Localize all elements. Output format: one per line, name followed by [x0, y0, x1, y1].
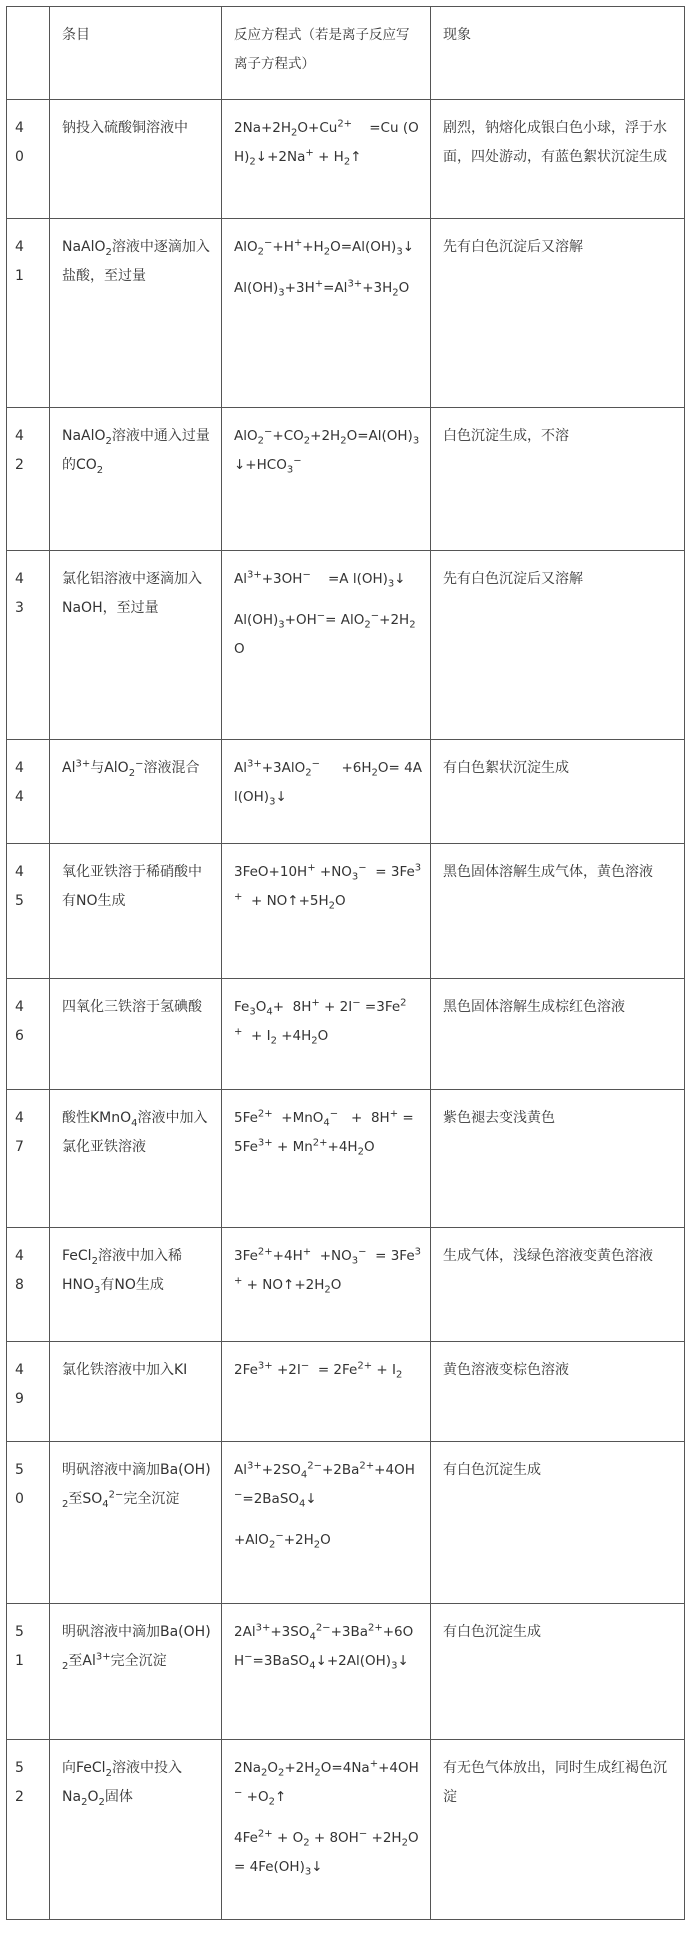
row-equation: $AlO_2^-+CO_2+2H_2O=Al(OH)_3↓+HCO_3^-$: [222, 408, 431, 551]
row-item: 向FeCl$_2$溶液中投入 $Na_2O_2$固体: [50, 1740, 222, 1920]
table-row: [7, 219, 685, 408]
header-row: [7, 7, 685, 100]
row-phenomenon: 有白色沉淀生成: [431, 1442, 685, 1604]
row-equation: $Al^{3+}+3AlO_2^-$ $+6H_2O=$ $4Al(OH)_3↓$: [222, 740, 431, 844]
table-row: [7, 1090, 685, 1228]
table-row: [7, 1740, 685, 1920]
row-number: 46: [7, 979, 50, 1090]
header-item: 条目: [50, 7, 222, 100]
row-equation: $Fe_3O_4+ 8H^+ + 2I^- =3Fe^{2+} + I_2 +4H_2O$: [222, 979, 431, 1090]
row-phenomenon: 剧烈，钠熔化成银白色小球，浮于水面，四处游动，有蓝色絮状沉淀生成: [431, 100, 685, 219]
table-row: [7, 1442, 685, 1604]
table-row: [7, 100, 685, 219]
row-phenomenon: 生成气体，浅绿色溶液变黄色溶液: [431, 1228, 685, 1342]
row-item: 氧化亚铁溶于稀硝酸中 有NO生成: [50, 844, 222, 979]
row-phenomenon: 黑色固体溶解生成棕红色溶液: [431, 979, 685, 1090]
row-number: 40: [7, 100, 50, 219]
row-phenomenon: 先有白色沉淀后又溶解: [431, 551, 685, 740]
row-equation: $5Fe^{2+} +MnO_4^- + 8H^+ = 5Fe^{3+} + Mn^{2+}+4H_2O$: [222, 1090, 431, 1228]
row-item: 酸性KMnO$_4$溶液中加入 氯化亚铁溶液: [50, 1090, 222, 1228]
row-number: 52: [7, 1740, 50, 1920]
header-equation: 反应方程式（若是离子反应写离子方程式）: [222, 7, 431, 100]
table-row: [7, 1228, 685, 1342]
row-phenomenon: 白色沉淀生成，不溶: [431, 408, 685, 551]
row-item: 氯化铁溶液中加入KI: [50, 1342, 222, 1442]
row-item: 氯化铝溶液中逐滴加入 NaOH，至过量: [50, 551, 222, 740]
table-row: [7, 740, 685, 844]
row-number: 45: [7, 844, 50, 979]
row-number: 51: [7, 1604, 50, 1740]
row-item: FeCl$_2$溶液中加入稀 $HNO_3$有NO生成: [50, 1228, 222, 1342]
reaction-table: [6, 6, 685, 1920]
row-item: 四氧化三铁溶于氢碘酸: [50, 979, 222, 1090]
row-equation: $3Fe^{2+}+4H^+ +NO_3^- = 3Fe^{3+}$ + $NO↑+2H_2O$: [222, 1228, 431, 1342]
table-row: [7, 1342, 685, 1442]
row-equation: $AlO_2^-+H^++H_2O=Al(OH)_3↓$ $Al(OH)_3+3H^+=Al^{3+}+3H_2O$: [222, 219, 431, 408]
row-item: 明矾溶液中滴加$Ba(OH)_2$至$SO_4^{2-}$完全沉淀: [50, 1442, 222, 1604]
row-equation: $3FeO+10H^+ +NO_3^- = 3Fe^{3+}$ + $NO↑+5H_2O$: [222, 844, 431, 979]
header-num: [7, 7, 50, 100]
row-equation: $2Al^{3+}+3SO_4^{2-}+3Ba^{2+}+6OH^-=3BaSO_4↓+2Al(OH)_3↓$: [222, 1604, 431, 1740]
row-phenomenon: 黄色溶液变棕色溶液: [431, 1342, 685, 1442]
row-number: 43: [7, 551, 50, 740]
table-row: [7, 979, 685, 1090]
row-number: 48: [7, 1228, 50, 1342]
row-item: 钠投入硫酸铜溶液中: [50, 100, 222, 219]
row-number: 44: [7, 740, 50, 844]
row-item: NaAlO$_2$溶液中通入过量 的$CO_2$: [50, 408, 222, 551]
row-phenomenon: 有白色沉淀生成: [431, 1604, 685, 1740]
row-phenomenon: 黑色固体溶解生成气体，黄色溶液: [431, 844, 685, 979]
table-row: [7, 844, 685, 979]
table-row: [7, 551, 685, 740]
row-equation: $2Fe^{3+} +2I^- = 2Fe^{2+} + I_2$: [222, 1342, 431, 1442]
header-phenomenon: 现象: [431, 7, 685, 100]
row-phenomenon: 先有白色沉淀后又溶解: [431, 219, 685, 408]
row-equation: $2Na_2O_2+2H_2O=4Na^++4OH^-$ $+O_2↑$ $4Fe^{2+} + O_2 + 8OH^- +2H_2O=$ $4Fe(OH)_3↓$: [222, 1740, 431, 1920]
table-row: [7, 1604, 685, 1740]
table-row: [7, 408, 685, 551]
row-item: NaAlO$_2$溶液中逐滴加入盐酸，至过量: [50, 219, 222, 408]
row-number: 49: [7, 1342, 50, 1442]
row-equation: $Al^{3+}+2SO_4^{2-}+2Ba^{2+}+4OH^-=2BaSO_4↓$ $+AlO_2^-+2H_2O$: [222, 1442, 431, 1604]
row-number: 42: [7, 408, 50, 551]
row-number: 41: [7, 219, 50, 408]
row-item: $Al^{3+}$与AlO$_2$−溶液混合: [50, 740, 222, 844]
row-phenomenon: 紫色褪去变浅黄色: [431, 1090, 685, 1228]
row-item: 明矾溶液中滴加$Ba(OH)_2$至$Al^{3+}$完全沉淀: [50, 1604, 222, 1740]
row-phenomenon: 有白色絮状沉淀生成: [431, 740, 685, 844]
row-equation: $2Na+2H_2O+Cu^{2+}$ =Cu $(OH)_2↓+2Na^+$ + $H_2↑$: [222, 100, 431, 219]
row-phenomenon: 有无色气体放出，同时生成红褐色沉淀: [431, 1740, 685, 1920]
row-number: 50: [7, 1442, 50, 1604]
row-number: 47: [7, 1090, 50, 1228]
row-equation: $Al^{3+}+3OH^-$ =A $l(OH)_3↓$ $Al(OH)_3+OH^-= AlO_2^-+2H_2O$: [222, 551, 431, 740]
table-body: [7, 100, 685, 1920]
